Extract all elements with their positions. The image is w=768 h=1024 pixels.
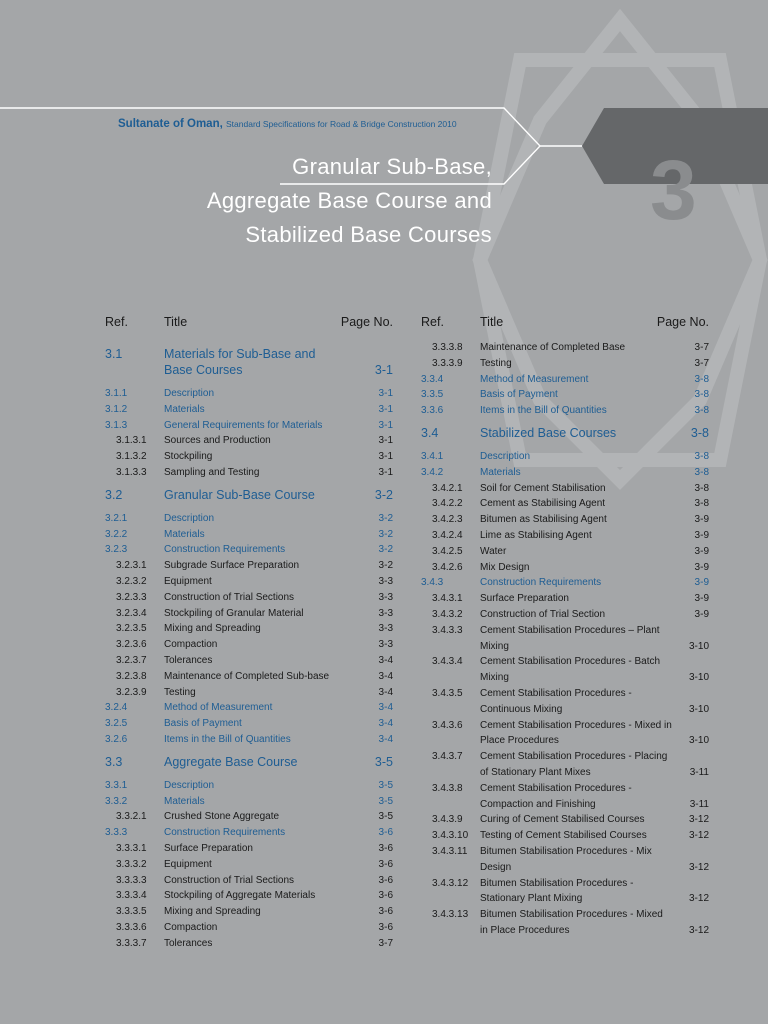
- toc-page: 3-9: [694, 514, 709, 526]
- toc-page: 3-5: [378, 779, 393, 791]
- toc-page: 3-1: [378, 419, 393, 431]
- toc-title: Description: [164, 388, 215, 399]
- toc-ref: 3.4.3.11: [432, 845, 468, 857]
- toc-page: 3-4: [378, 718, 393, 730]
- toc-subsection-entry[interactable]: [421, 575, 709, 591]
- page-column-header: Page No.: [656, 315, 709, 329]
- toc-ref: 3.4.3.3: [432, 624, 463, 636]
- toc-title: Construction Requirements: [480, 577, 602, 589]
- toc-title: Construction of Trial Sections: [164, 591, 295, 603]
- toc-page: 3-8: [690, 425, 709, 440]
- toc-page: 3-10: [688, 703, 709, 715]
- toc-item-entry[interactable]: [105, 936, 393, 952]
- toc-item-entry[interactable]: [421, 591, 709, 607]
- toc-ref: 3.4.2.4: [432, 529, 463, 541]
- toc-title: Lime as Stabilising Agent: [480, 529, 592, 541]
- toc-ref: 3.3.1: [105, 779, 128, 791]
- toc-title: Equipment: [164, 575, 212, 587]
- toc-item-entry[interactable]: [105, 873, 393, 889]
- toc-item-entry[interactable]: [105, 590, 393, 606]
- toc-page: 3-6: [378, 858, 393, 870]
- toc-page: 3-8: [694, 498, 709, 510]
- toc-title: Testing of Cement Stabilised Courses: [480, 830, 647, 842]
- toc-title: Bitumen Stabilisation Procedures - Mix Design: [480, 845, 652, 873]
- toc-subsection-entry[interactable]: [421, 387, 709, 403]
- toc-section-entry[interactable]: [105, 754, 393, 770]
- toc-ref: 3.3.4: [421, 373, 444, 385]
- toc-ref: 3.4.3.10: [432, 830, 469, 842]
- toc-ref: 3.4.1: [421, 450, 444, 462]
- toc-title: Mixing and Spreading: [164, 623, 261, 635]
- toc-page: 3-8: [694, 466, 709, 478]
- toc-title: Cement Stabilisation Procedures - Batch Mixing: [480, 656, 661, 684]
- toc-title: Construction of Trial Sections: [164, 874, 295, 886]
- document-header: [118, 118, 457, 130]
- toc-ref: 3.3.3.8: [432, 342, 463, 353]
- toc-title: Maintenance of Completed Base: [480, 342, 626, 353]
- toc-item-entry[interactable]: [421, 560, 709, 576]
- toc-title: Materials: [164, 795, 205, 807]
- toc-page: 3-1: [378, 466, 393, 478]
- toc-ref: 3.3.5: [421, 389, 444, 401]
- toc-page: 3-6: [378, 906, 393, 918]
- toc-page: 3-3: [378, 575, 393, 587]
- toc-item-entry[interactable]: [105, 888, 393, 904]
- toc-ref: 3.4.2.5: [432, 545, 463, 557]
- toc-ref: 3.1.3.2: [116, 451, 147, 463]
- toc-item-entry[interactable]: [421, 544, 709, 560]
- toc-ref: 3.2.1: [105, 512, 128, 524]
- toc-item-entry[interactable]: [421, 356, 709, 372]
- toc-ref: 3.4: [421, 425, 439, 440]
- toc-page: 3-9: [694, 608, 709, 620]
- toc-ref: 3.4.2.3: [432, 514, 463, 526]
- toc-ref: 3.2.3.7: [116, 654, 147, 666]
- toc-title: Method of Measurement: [480, 373, 589, 385]
- toc-title: Mixing and Spreading: [164, 906, 261, 918]
- toc-item-entry[interactable]: [421, 481, 709, 497]
- toc-page: 3-10: [688, 640, 709, 652]
- specification-name: Standard Specifications for Road & Bridge Construction 2010: [226, 119, 457, 129]
- toc-ref: 3.2.3.4: [116, 607, 147, 619]
- toc-item-entry[interactable]: [105, 449, 393, 465]
- toc-title: Surface Preparation: [164, 842, 253, 854]
- toc-ref: 3.4.3.4: [432, 656, 463, 668]
- toc-ref: 3.4.3.6: [432, 719, 463, 731]
- toc-ref: 3.3: [105, 754, 123, 769]
- toc-title: Granular Sub-Base Course: [164, 487, 315, 502]
- toc-page: 3-9: [694, 593, 709, 605]
- toc-item-entry[interactable]: [105, 857, 393, 873]
- toc-item-entry[interactable]: [421, 876, 709, 908]
- toc-ref: 3.4.3: [421, 577, 444, 589]
- toc-title: Surface Preparation: [480, 593, 569, 605]
- toc-page: 3-8: [694, 482, 709, 494]
- toc-subsection-entry[interactable]: [105, 527, 393, 543]
- toc-page: 3-12: [688, 861, 709, 873]
- toc-ref: 3.3.3.4: [116, 890, 147, 902]
- toc-ref: 3.3.3.9: [432, 357, 463, 369]
- toc-item-entry[interactable]: [105, 574, 393, 590]
- toc-page: 3-1: [374, 363, 393, 377]
- toc-subsection-entry[interactable]: [421, 449, 709, 465]
- toc-item-entry[interactable]: [421, 512, 709, 528]
- toc-item-entry[interactable]: [421, 844, 709, 876]
- toc-title: Compaction: [164, 921, 218, 933]
- toc-title: Construction of Trial Section: [480, 608, 606, 620]
- toc-ref: 3.1.2: [105, 403, 128, 415]
- toc-page: 3-3: [378, 623, 393, 635]
- toc-ref: 3.1: [105, 347, 123, 361]
- toc-ref: 3.1.3: [105, 419, 128, 431]
- toc-ref: 3.3.2.1: [116, 811, 147, 823]
- toc-ref: 3.2.6: [105, 733, 128, 745]
- toc-column-right: [421, 310, 709, 939]
- toc-ref: 3.2.3: [105, 544, 128, 556]
- toc-item-entry[interactable]: [421, 340, 709, 356]
- toc-item-entry[interactable]: [105, 465, 393, 481]
- toc-page: 3-6: [378, 921, 393, 933]
- toc-page: 3-3: [378, 639, 393, 651]
- toc-ref: 3.3.6: [421, 405, 444, 417]
- toc-ref: 3.2.3.9: [116, 686, 147, 698]
- toc-page: 3-1: [378, 403, 393, 415]
- toc-ref: 3.4.2.6: [432, 561, 463, 573]
- toc-page: 3-6: [378, 874, 393, 886]
- toc-title: Tolerances: [164, 654, 213, 666]
- toc-item-entry[interactable]: [421, 654, 709, 686]
- toc-column-left: [105, 310, 393, 952]
- toc-page: 3-6: [378, 827, 393, 839]
- toc-ref: 3.2.3.6: [116, 639, 147, 651]
- toc-page: 3-8: [694, 373, 709, 385]
- toc-ref: 3.4.3.5: [432, 687, 463, 699]
- toc-ref: 3.4.2.1: [432, 482, 463, 494]
- toc-item-entry[interactable]: [421, 907, 709, 939]
- toc-page: 3-1: [378, 435, 393, 447]
- toc-title: Construction Requirements: [164, 544, 286, 556]
- toc-item-entry[interactable]: [105, 841, 393, 857]
- toc-item-entry[interactable]: [421, 607, 709, 623]
- toc-title: Items in the Bill of Quantities: [480, 405, 607, 417]
- toc-ref: 3.4.3.7: [432, 751, 463, 763]
- toc-ref: 3.2.5: [105, 718, 128, 730]
- toc-item-entry[interactable]: [105, 920, 393, 936]
- toc-title: Stockpiling of Aggregate Materials: [164, 890, 316, 902]
- chapter-title-line: Aggregate Base Course and: [206, 188, 492, 213]
- toc-item-entry[interactable]: [421, 623, 709, 655]
- toc-title: Bitumen as Stabilising Agent: [480, 514, 607, 526]
- toc-ref: 3.4.2: [421, 466, 444, 478]
- toc-item-entry[interactable]: [105, 558, 393, 574]
- toc-title: Cement as Stabilising Agent: [480, 498, 606, 510]
- toc-item-entry[interactable]: [421, 718, 709, 750]
- toc-title: Cement Stabilisation Procedures - Placing of Stationary Plant Mixes: [480, 751, 668, 778]
- toc-ref: 3.3.3.7: [116, 937, 147, 949]
- toc-item-entry[interactable]: [105, 606, 393, 622]
- toc-title: Testing: [164, 686, 196, 698]
- toc-ref: 3.4.3.2: [432, 608, 463, 620]
- toc-title: Construction Requirements: [164, 827, 286, 839]
- toc-item-entry[interactable]: [421, 496, 709, 512]
- toc-ref: 3.3.3.5: [116, 906, 147, 918]
- toc-subsection-entry[interactable]: [105, 778, 393, 794]
- title-column-header: Title: [480, 315, 504, 329]
- toc-ref: 3.2.3.3: [116, 591, 147, 603]
- toc-ref: 3.2.3.5: [116, 623, 147, 635]
- toc-subsection-entry[interactable]: [105, 700, 393, 716]
- toc-ref: 3.4.3.9: [432, 814, 463, 826]
- toc-page: 3-5: [378, 795, 393, 807]
- title-column-header: Title: [164, 315, 188, 329]
- country-name: Sultanate of Oman,: [118, 118, 223, 130]
- toc-item-entry[interactable]: [421, 528, 709, 544]
- toc-page: 3-12: [688, 830, 709, 842]
- toc-item-entry[interactable]: [105, 621, 393, 637]
- toc-page: 3-3: [378, 591, 393, 603]
- toc-title: Basis of Payment: [480, 389, 558, 401]
- toc-title: Cement Stabilisation Procedures - Continuous Mixing: [480, 687, 632, 715]
- toc-title: Materials: [164, 403, 205, 415]
- toc-page: 3-1: [378, 451, 393, 463]
- toc-title: Cement Stabilisation Procedures - Compaction and Finishing: [480, 782, 632, 810]
- toc-page: 3-2: [374, 487, 393, 502]
- toc-title: Items in the Bill of Quantities: [164, 733, 291, 745]
- toc-page: 3-8: [694, 405, 709, 417]
- toc-ref: 3.4.3.8: [432, 782, 463, 794]
- toc-ref: 3.2.3.1: [116, 560, 147, 572]
- toc-ref: 3.3.3.2: [116, 858, 147, 870]
- toc-page: 3-5: [374, 754, 393, 769]
- toc-item-entry[interactable]: [105, 685, 393, 701]
- toc-subsection-entry[interactable]: [105, 794, 393, 810]
- toc-title: Stockpiling of Granular Material: [164, 607, 304, 619]
- toc-ref: 3.1.3.1: [116, 435, 147, 447]
- toc-page: 3-6: [378, 890, 393, 902]
- toc-subsection-entry[interactable]: [421, 372, 709, 388]
- toc-item-entry[interactable]: [421, 812, 709, 828]
- toc-title: Cement Stabilisation Procedures - Mixed in Place Procedures: [480, 719, 672, 747]
- toc-subsection-entry[interactable]: [105, 716, 393, 732]
- toc-page: 3-11: [689, 766, 709, 778]
- toc-page: 3-3: [378, 607, 393, 619]
- toc-subsection-entry[interactable]: [105, 825, 393, 841]
- toc-page: 3-8: [694, 389, 709, 401]
- toc-section-entry[interactable]: [421, 425, 709, 441]
- toc-header: [421, 310, 709, 340]
- toc-title: Subgrade Surface Preparation: [164, 560, 300, 572]
- ref-column-header: Ref.: [105, 315, 128, 329]
- toc-ref: 3.1.3.3: [116, 466, 147, 478]
- toc-subsection-entry[interactable]: [105, 732, 393, 748]
- toc-page: 3-9: [694, 561, 709, 573]
- toc-section-entry[interactable]: [105, 346, 393, 378]
- toc-ref: 3.3.3.3: [116, 874, 147, 886]
- toc-title: Maintenance of Completed Sub-base: [164, 670, 330, 682]
- toc-item-entry[interactable]: [105, 637, 393, 653]
- chapter-title: [207, 150, 492, 252]
- toc-page: 3-10: [688, 735, 709, 747]
- toc-page: 3-7: [378, 937, 393, 949]
- toc-title: Materials: [164, 528, 205, 540]
- toc-ref: 3.2.3.2: [116, 575, 147, 587]
- toc-ref: 3.2.3.8: [116, 670, 147, 682]
- toc-page: 3-10: [688, 672, 709, 684]
- toc-header: [105, 310, 393, 340]
- toc-ref: 3.4.3.13: [432, 909, 469, 921]
- toc-ref: 3.2: [105, 487, 123, 502]
- toc-title: Equipment: [164, 858, 212, 870]
- toc-item-entry[interactable]: [421, 828, 709, 844]
- toc-subsection-entry[interactable]: [105, 542, 393, 558]
- toc-title: Cement Stabilisation Procedures – Plant Mixing: [480, 624, 660, 652]
- toc-subsection-entry[interactable]: [105, 418, 393, 434]
- toc-title: Testing: [480, 357, 512, 369]
- toc-page: 3-2: [378, 528, 393, 540]
- toc-item-entry[interactable]: [105, 653, 393, 669]
- toc-title: Description: [164, 779, 215, 791]
- toc-page: 3-4: [378, 733, 393, 745]
- toc-ref: 3.3.3.1: [116, 842, 147, 854]
- toc-title: Materials: [480, 466, 521, 478]
- toc-ref: 3.1.1: [105, 388, 128, 399]
- toc-page: 3-12: [688, 924, 709, 936]
- page-column-header: Page No.: [340, 315, 393, 329]
- toc-title: Curing of Cement Stabilised Courses: [480, 814, 645, 826]
- toc-title: Crushed Stone Aggregate: [164, 811, 280, 823]
- toc-title: Description: [480, 450, 531, 462]
- chapter-title-line: Stabilized Base Courses: [245, 222, 492, 247]
- toc-title: Compaction: [164, 639, 218, 651]
- toc-title: Mix Design: [480, 561, 530, 573]
- toc-item-entry[interactable]: [421, 781, 709, 813]
- toc-page: 3-12: [688, 893, 709, 905]
- toc-title: Description: [164, 512, 215, 524]
- toc-ref: 3.2.2: [105, 528, 128, 540]
- toc-page: 3-1: [378, 388, 393, 399]
- chapter-number: 3: [650, 143, 697, 237]
- toc-page: 3-9: [694, 545, 709, 557]
- toc-page: 3-4: [378, 654, 393, 666]
- toc-page: 3-11: [689, 798, 709, 810]
- toc-item-entry[interactable]: [105, 433, 393, 449]
- toc-page: 3-7: [694, 342, 709, 353]
- toc-item-entry[interactable]: [421, 749, 709, 781]
- toc-subsection-entry[interactable]: [421, 403, 709, 419]
- toc-subsection-entry[interactable]: [105, 511, 393, 527]
- toc-title: Basis of Payment: [164, 718, 242, 730]
- toc-title: Stabilized Base Courses: [480, 425, 617, 440]
- chapter-title-line: Granular Sub-Base,: [292, 154, 492, 179]
- toc-title: Sampling and Testing: [164, 466, 260, 478]
- toc-ref: 3.3.3.6: [116, 921, 147, 933]
- toc-subsection-entry[interactable]: [421, 465, 709, 481]
- toc-page: 3-2: [378, 544, 393, 556]
- toc-ref: 3.3.3: [105, 827, 128, 839]
- toc-title: Aggregate Base Course: [164, 754, 298, 769]
- toc-item-entry[interactable]: [105, 809, 393, 825]
- toc-title: Method of Measurement: [164, 702, 273, 714]
- toc-page: 3-12: [688, 814, 709, 826]
- toc-title: Stockpiling: [164, 451, 213, 463]
- toc-section-entry[interactable]: [105, 487, 393, 503]
- toc-title: Soil for Cement Stabilisation: [480, 482, 606, 494]
- toc-item-entry[interactable]: [105, 669, 393, 685]
- toc-page: 3-5: [378, 811, 393, 823]
- toc-page: 3-6: [378, 842, 393, 854]
- toc-subsection-entry[interactable]: [105, 386, 393, 402]
- toc-title: General Requirements for Materials: [164, 419, 323, 431]
- toc-title: Water: [480, 545, 507, 557]
- toc-ref: 3.3.2: [105, 795, 128, 807]
- toc-ref: 3.2.4: [105, 702, 128, 714]
- toc-page: 3-4: [378, 702, 393, 714]
- toc-page: 3-2: [378, 512, 393, 524]
- toc-subsection-entry[interactable]: [105, 402, 393, 418]
- toc-page: 3-8: [694, 450, 709, 462]
- ref-column-header: Ref.: [421, 315, 444, 329]
- toc-title: Materials for Sub-Base and Base Courses: [164, 347, 316, 377]
- toc-page: 3-4: [378, 670, 393, 682]
- toc-title: Sources and Production: [164, 435, 271, 447]
- toc-page: 3-2: [378, 560, 393, 572]
- toc-title: Bitumen Stabilisation Procedures - Stationary Plant Mixing: [480, 877, 634, 905]
- toc-ref: 3.4.3.1: [432, 593, 463, 605]
- toc-page: 3-4: [378, 686, 393, 698]
- toc-item-entry[interactable]: [421, 686, 709, 718]
- toc-page: 3-9: [694, 577, 709, 589]
- toc-ref: 3.4.3.12: [432, 877, 469, 889]
- toc-page: 3-7: [694, 357, 709, 369]
- toc-ref: 3.4.2.2: [432, 498, 463, 510]
- toc-title: Bitumen Stabilisation Procedures - Mixed in Place Procedures: [480, 909, 663, 936]
- toc-title: Tolerances: [164, 937, 213, 949]
- toc-item-entry[interactable]: [105, 904, 393, 920]
- toc-page: 3-9: [694, 529, 709, 541]
